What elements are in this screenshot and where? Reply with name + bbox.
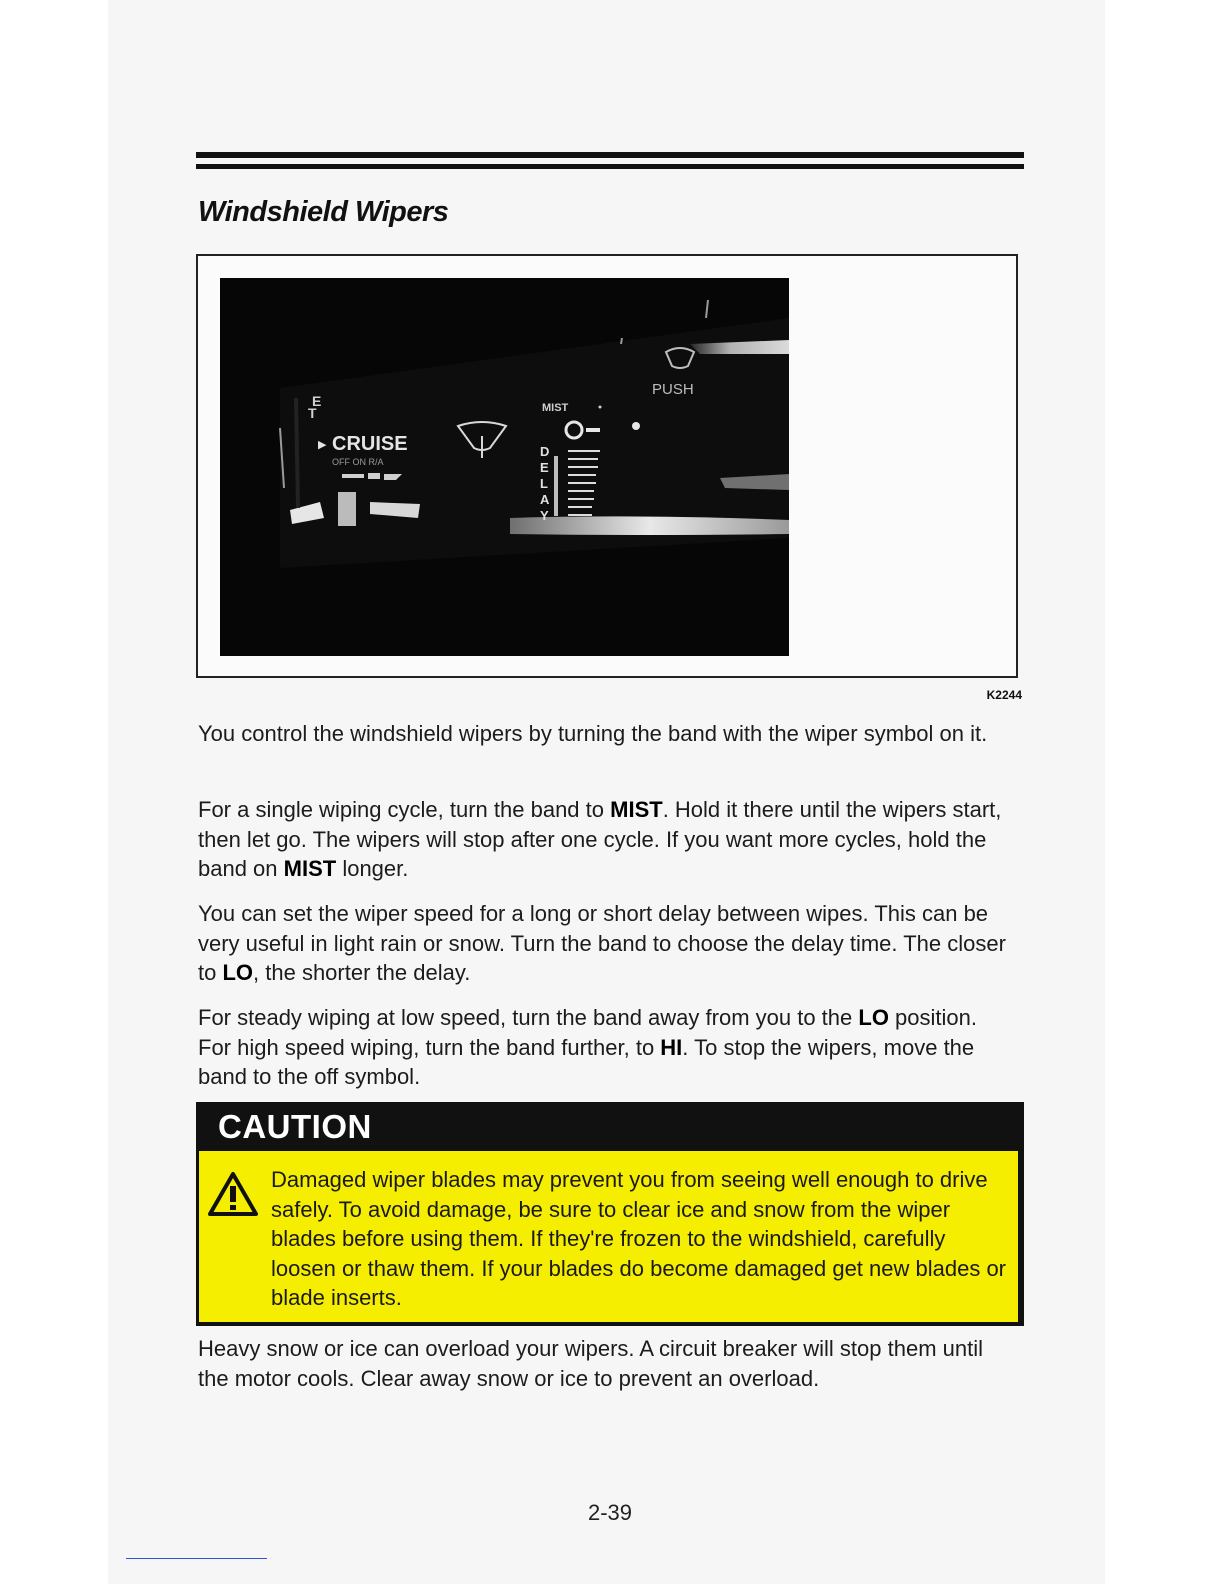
svg-text:T: T bbox=[308, 405, 317, 421]
caution-title: CAUTION bbox=[218, 1108, 372, 1145]
text-run: You can set the wiper speed for a long or short delay between wipes. This can be very useful in light rain or snow. Turn the band to choose the delay time. The closer to bbox=[198, 901, 1006, 985]
paragraph-3 bbox=[198, 899, 1013, 988]
header-rule-thick bbox=[196, 152, 1024, 158]
text-run: . To stop the wipers, move the band to the off symbol. bbox=[198, 1034, 975, 1089]
bold-term: MIST bbox=[283, 856, 337, 881]
text-run: , the shorter the delay. bbox=[253, 960, 471, 985]
svg-text:E: E bbox=[312, 393, 322, 409]
figure-id: K2244 bbox=[986, 688, 1022, 702]
photo-mist-label: MIST bbox=[542, 402, 569, 414]
photo-cruise-label: CRUISE bbox=[332, 433, 408, 455]
paragraph-1 bbox=[198, 719, 1013, 749]
bold-term: MIST bbox=[610, 797, 663, 822]
photo-delay-d: D bbox=[540, 444, 550, 459]
caution-body bbox=[199, 1151, 1018, 1322]
photo-delay-a: A bbox=[540, 492, 550, 507]
photo-cruise-positions: OFF ON R/A bbox=[332, 457, 384, 467]
paragraph-2 bbox=[198, 795, 1013, 884]
page-number: 2-39 bbox=[587, 1500, 633, 1525]
paragraph-4 bbox=[198, 1003, 1013, 1092]
text-run: For steady wiping at low speed, turn the band away from you to the bbox=[198, 1005, 859, 1030]
caution-box bbox=[196, 1102, 1024, 1326]
text-run: position. For high speed wiping, turn the band further, to bbox=[198, 1005, 977, 1060]
header-rule-thin bbox=[196, 164, 1024, 169]
text-run: longer. bbox=[336, 856, 409, 881]
wiper-control-photo bbox=[220, 278, 789, 656]
section-title: Windshield Wipers bbox=[198, 196, 449, 228]
photo-delay-y: Y bbox=[540, 508, 549, 523]
bottom-link-rule bbox=[126, 1558, 267, 1559]
warning-triangle-icon bbox=[207, 1171, 259, 1217]
photo-push-label: PUSH bbox=[652, 381, 694, 398]
bold-term: LO bbox=[222, 960, 254, 985]
bold-term: LO bbox=[858, 1005, 889, 1030]
text-run: For a single wiping cycle, turn the band to bbox=[198, 797, 611, 822]
svg-text:▶: ▶ bbox=[318, 439, 327, 451]
text-run: You control the windshield wipers by turning the band with the wiper symbol on it. bbox=[198, 721, 988, 746]
photo-delay-l: L bbox=[540, 476, 548, 491]
text-run: . Hold it there until the wipers start, then let go. The wipers will stop after one cycle. If you want more cycles, hold the band on bbox=[198, 797, 1002, 881]
bold-term: HI bbox=[660, 1034, 683, 1060]
photo-delay-e: E bbox=[540, 460, 549, 475]
final-paragraph: Heavy snow or ice can overload your wipers. A circuit breaker will stop them until the motor cools. Clear away snow or ice to prevent an overload. bbox=[198, 1336, 984, 1391]
caution-text: Damaged wiper blades may prevent you from seeing well enough to drive safely. To avoid damage, be sure to clear ice and snow from the wiper blades before using them. If they're frozen to the windshield, carefully loosen or thaw them. If your blades do become damaged get new blades or blade inserts. bbox=[271, 1167, 1007, 1310]
